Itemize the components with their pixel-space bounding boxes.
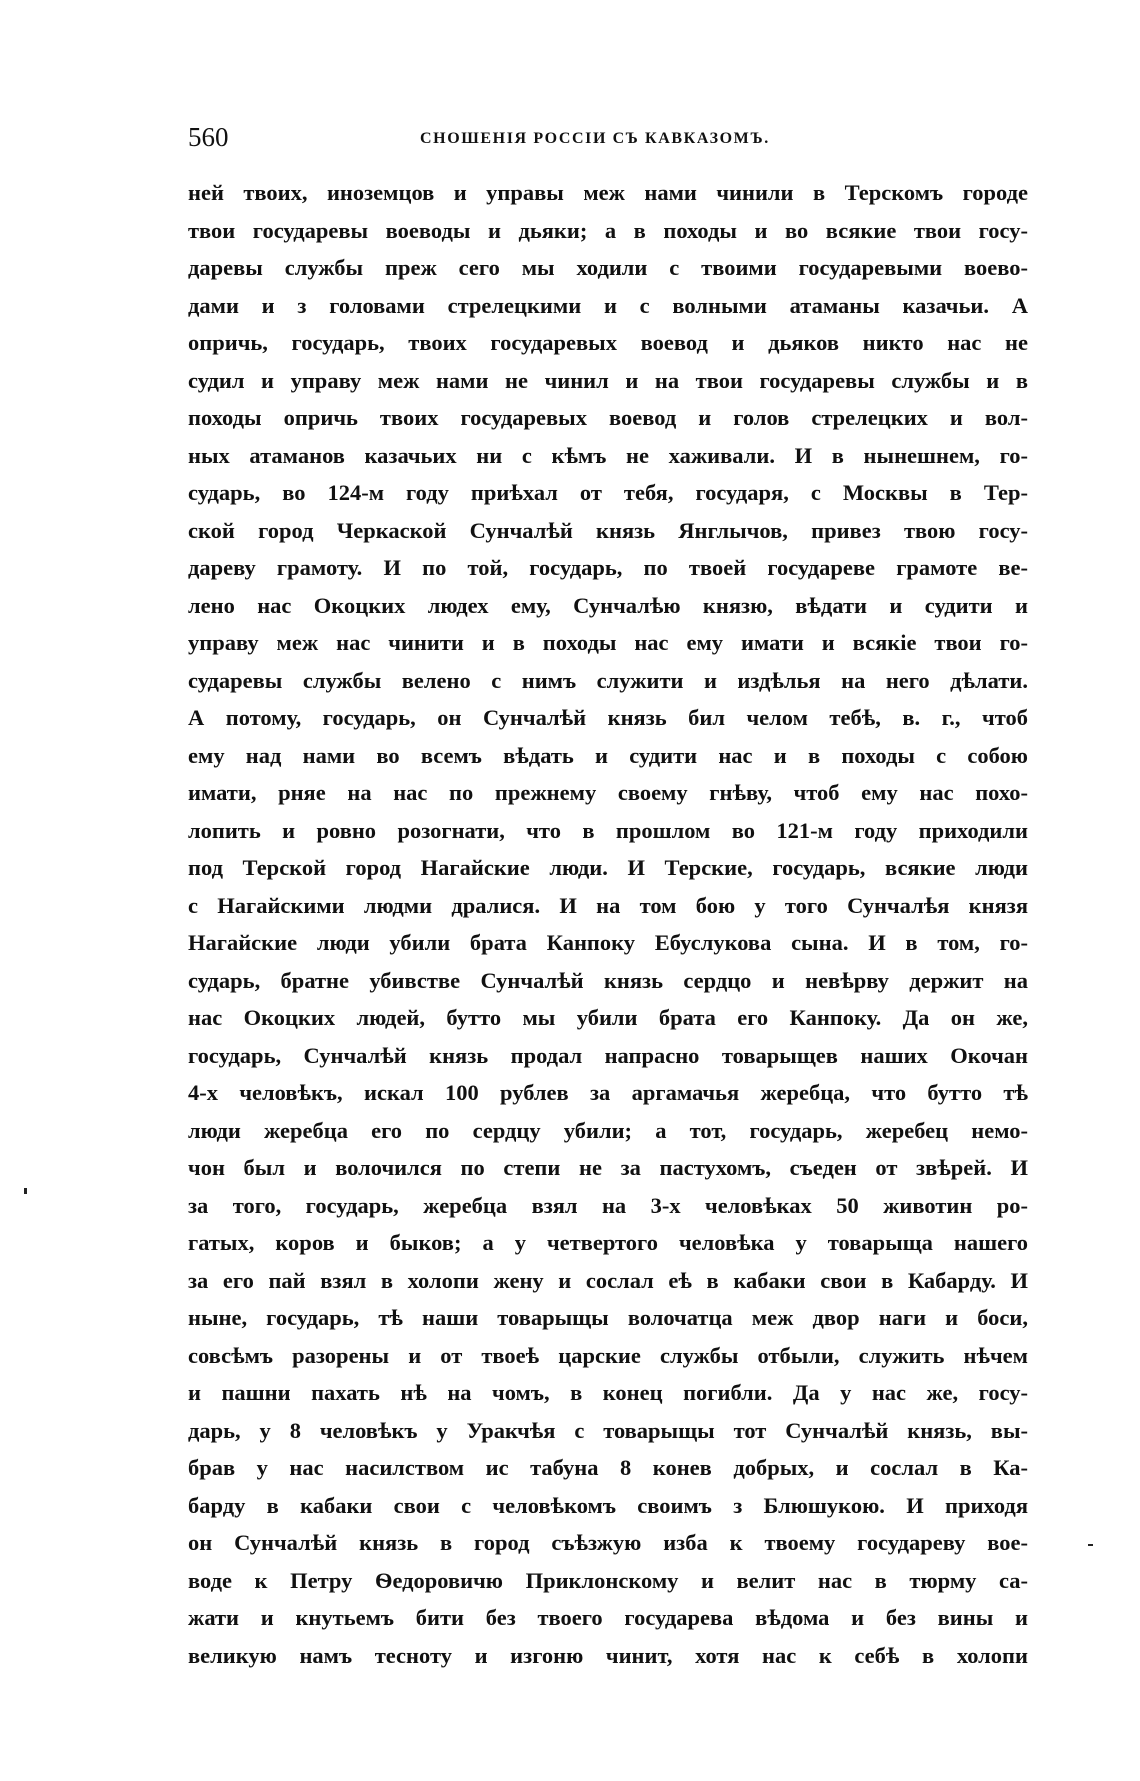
text-line: гатых, коров и быков; а у четвертого человѣка у товарыща нашего — [188, 1230, 1028, 1255]
text-line: твои государевы воеводы и дьяки; а в походы и во всякие твои госу- — [188, 217, 1028, 243]
text-line: ской город Черкаской Сунчалѣй князь Янглычов, привез твою госу- — [188, 517, 1028, 543]
text-line: дами и з головами стрелецкими и с волными атаманы казачьи. А — [188, 292, 1028, 318]
page-number: 560 — [188, 122, 229, 152]
text-line: даревы службы преж сего мы ходили с твоими государевыми воево- — [188, 255, 1028, 280]
text-line: великую намъ тесноту и изгоню чинит, хотя нас к себѣ в холопи — [188, 1642, 1028, 1668]
text-line: с Нагайскими людми дралися. И на том бою у того Сунчалѣя князя — [188, 892, 1028, 918]
text-line: чон был и волочился по степи не за пастухомъ, съеден от звѣрей. И — [188, 1155, 1028, 1180]
text-line: опричь, государь, твоих государевых воевод и дьяков никто нас не — [188, 330, 1028, 355]
text-line: барду в кабаки свои с человѣкомъ своимъ з Блюшукою. И приходя — [188, 1492, 1028, 1518]
text-line: ней твоих, иноземцов и управы меж нами чинили в Терскомъ городе — [188, 180, 1028, 205]
text-line: 4-х человѣкъ, искал 100 рублев за аргамачья жеребца, что бутто тѣ — [188, 1080, 1028, 1105]
text-line: судил и управу меж нами не чинил и на твои государевы службы и в — [188, 367, 1028, 393]
text-line: воде к Петру Ѳедоровичю Приклонскому и велит нас в тюрму са- — [188, 1567, 1028, 1593]
page-header — [188, 122, 1028, 158]
text-line: он Сунчалѣй князь в город съѣзжую изба к твоему государеву вое- — [188, 1530, 1028, 1555]
text-line: лено нас Окоцких людех ему, Сунчалѣю князю, вѣдати и судити и — [188, 592, 1028, 618]
text-line: государь, Сунчалѣй князь продал напрасно товарыщев наших Окочан — [188, 1042, 1028, 1068]
margin-ink-speck — [1088, 1544, 1093, 1546]
text-line: нас Окоцких людей, бутто мы убили брата его Канпоку. Да он же, — [188, 1005, 1028, 1030]
text-line: сударевы службы велено с нимъ служити и издѣлья на него дѣлати. — [188, 667, 1028, 693]
text-line: лопить и ровно розогнати, что в прошлом во 121-м году приходили — [188, 817, 1028, 843]
text-line: ных атаманов казачьих ни с кѣмъ не хаживали. И в нынешнем, го- — [188, 442, 1028, 468]
text-line: и пашни пахать нѣ на чомъ, в конец погибли. Да у нас же, госу- — [188, 1380, 1028, 1405]
text-line: походы опричь твоих государевых воевод и голов стрелецких и вол- — [188, 405, 1028, 430]
text-line: сударь, во 124-м году приѣхал от тебя, государя, с Москвы в Тер- — [188, 480, 1028, 505]
text-line: А потому, государь, он Сунчалѣй князь бил челом тебѣ, в. г., чтоб — [188, 705, 1028, 730]
text-line: ныне, государь, тѣ наши товарыщы волочатца меж двор наги и боси, — [188, 1305, 1028, 1330]
text-line: за его пай взял в холопи жену и сослал еѣ в кабаки свои в Кабарду. И — [188, 1267, 1028, 1293]
text-line: дареву грамоту. И по той, государь, по твоей государеве грамоте ве- — [188, 555, 1028, 580]
text-line: за того, государь, жеребца взял на 3-х человѣках 50 животин ро- — [188, 1192, 1028, 1218]
margin-ink-speck — [24, 1188, 27, 1194]
text-line: дарь, у 8 человѣкъ у Уракчѣя с товарыщы тот Сунчалѣй князь, вы- — [188, 1417, 1028, 1443]
text-line: под Терской город Нагайские люди. И Терские, государь, всякие люди — [188, 855, 1028, 880]
text-line: жати и кнутьемъ бити без твоего государева вѣдома и без вины и — [188, 1605, 1028, 1630]
text-line: ему над нами во всемъ вѣдать и судити нас и в походы с собою — [188, 742, 1028, 768]
text-line: брав у нас насилством ис табуна 8 конев добрых, и сослал в Ка- — [188, 1455, 1028, 1480]
body-text — [188, 174, 1028, 1674]
text-line: сударь, братне убивстве Сунчалѣй князь сердцо и невѣрву держит на — [188, 967, 1028, 993]
running-title: СНОШЕНІЯ РОССІИ СЪ КАВКАЗОМЪ. — [420, 130, 770, 147]
text-line: имати, рняе на нас по прежнему своему гнѣву, чтоб ему нас похо- — [188, 780, 1028, 805]
text-line: люди жеребца его по сердцу убили; а тот, государь, жеребец немо- — [188, 1117, 1028, 1143]
text-line: Нагайские люди убили брата Канпоку Ебуслукова сына. И в том, го- — [188, 930, 1028, 955]
text-line: управу меж нас чинити и в походы нас ему имати и всякіе твои го- — [188, 630, 1028, 655]
text-line: совсѣмъ разорены и от твоеѣ царские службы отбыли, служить нѣчем — [188, 1342, 1028, 1368]
